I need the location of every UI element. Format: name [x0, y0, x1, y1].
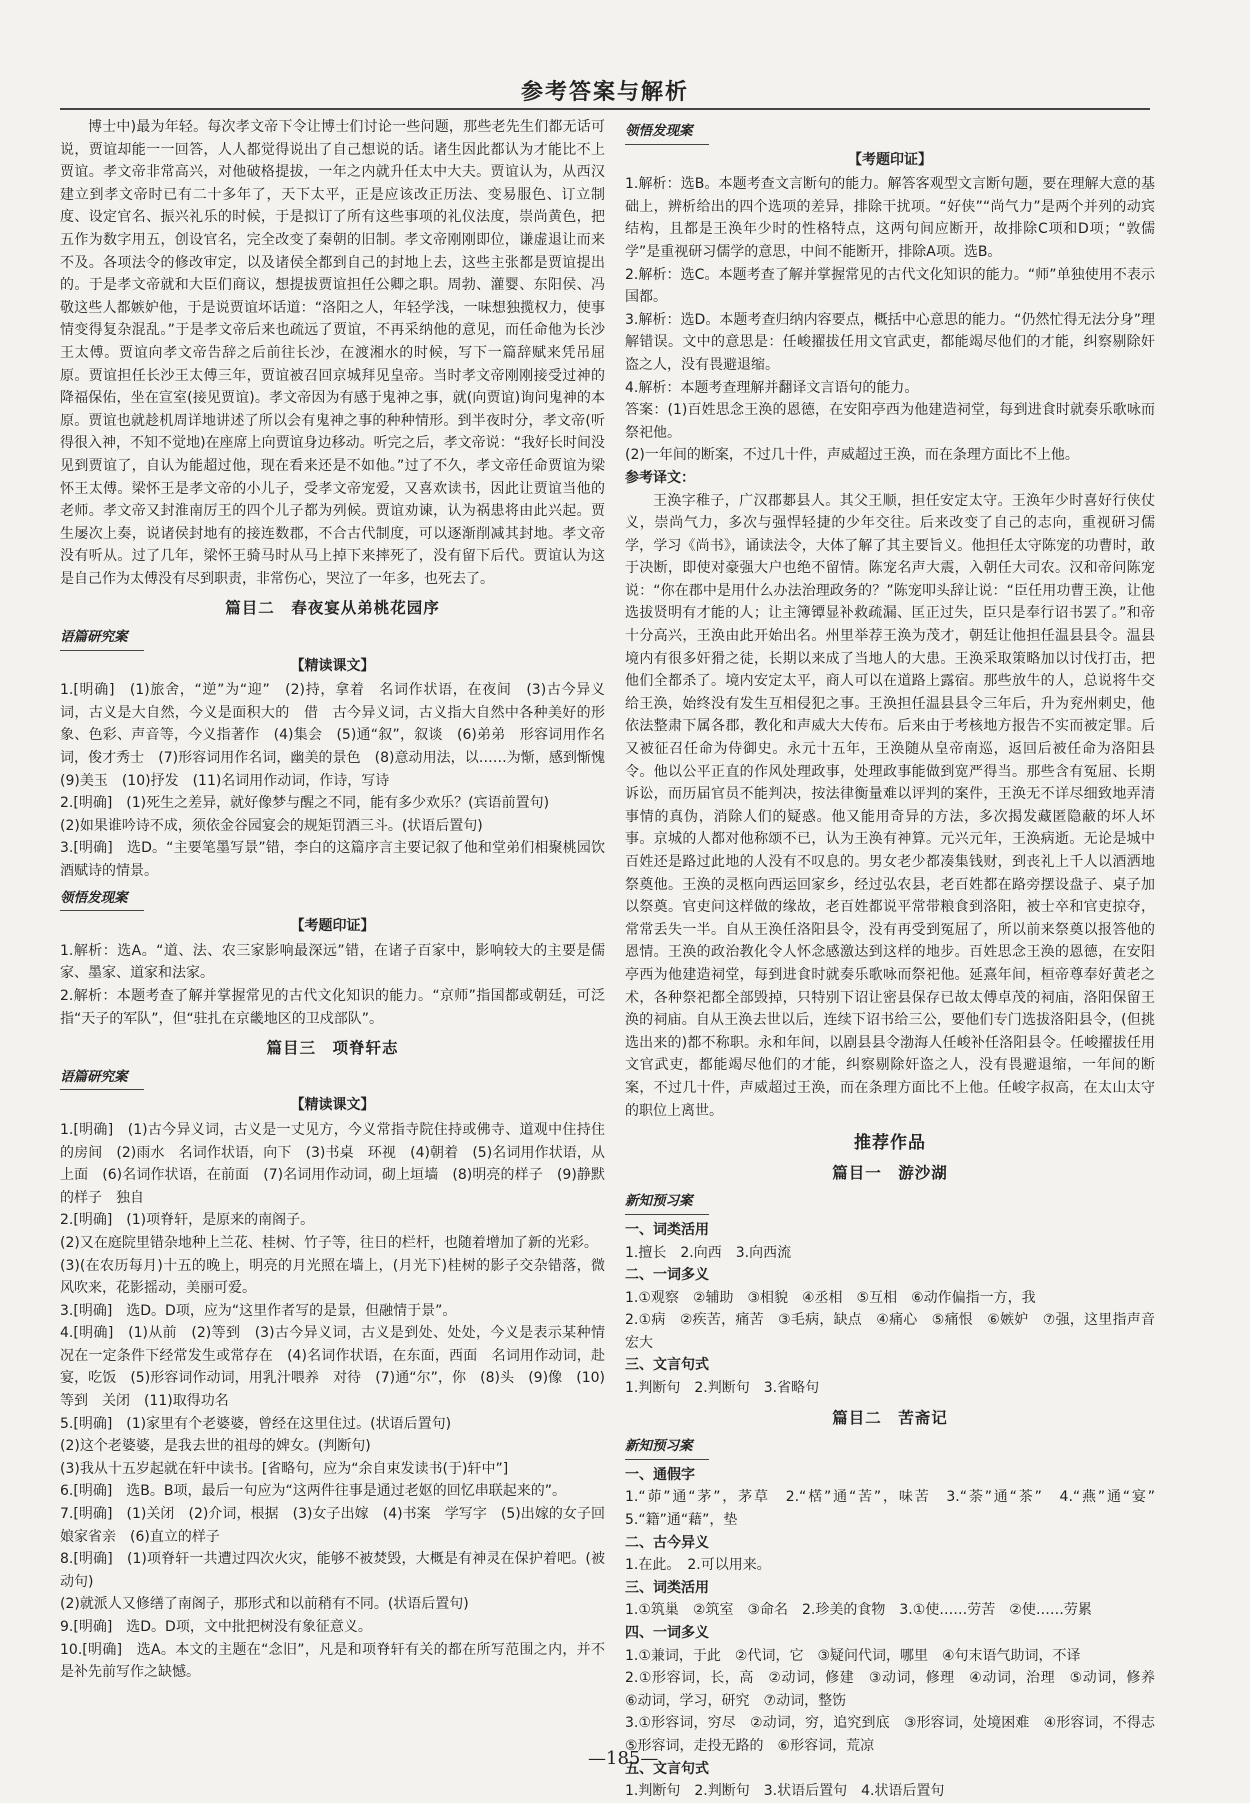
left-column [60, 116, 619, 1684]
right-column [625, 116, 1169, 1803]
answer-item: 1.解析：选A。“道、法、农三家影响最深远”错，在诸子百家中，影响较大的主要是儒家、墨家、道家和法家。 [60, 942, 605, 982]
sub-exam: 【考题印证】 [848, 151, 932, 168]
answer-item: 5.[明确] (1)家里有个老婆婆，曾经在这里住过。(状语后置句) [60, 1415, 452, 1432]
answer-line: 1.①筑巢 ②筑室 ③命名 2.珍美的食物 3.①使……劳苦 ②使……劳累 [625, 1602, 1092, 1619]
page-header-title: 参考答案与解析 [520, 79, 689, 105]
recommended-works-title: 推荐作品 [854, 1133, 926, 1154]
work2-title: 篇目二 苦斋记 [832, 1408, 948, 1427]
sub-s2-exam: 【考题印证】 [290, 918, 375, 935]
section-heading: 一、通假字 [625, 1466, 695, 1483]
reference-translation-label: 参考译文： [625, 469, 695, 486]
section-heading: 三、文言句式 [625, 1357, 709, 1374]
page-number: —185— [588, 1748, 659, 1769]
tag-s3-study: 语篇研究案 [60, 1066, 144, 1091]
answer-item: 4.[明确] (1)从前 (2)等到 (3)古今异义词，古义是到处、处处，今义是表示某种情况在一定条件下经常发生或常存在 (4)名词作状语，在东面，西面 名词用作动词，赴宴，吃饭 (5)形容词作动词，用乳汁喂养 对待 (7)通“尔”，你 (8)头 (9)像 (10)等到 关闭 (11)取得功名 [60, 1325, 605, 1410]
answer-item: 3.解析：选D。本题考查归纳内容要点，概括中心意思的能力。“仍然忙得无法分身”理解错误。文中的意思是：任峻擢拔任用文官武吏，都能竭尽他们的才能，纠察剔除奸盗之人，没有畏避退缩。 [625, 311, 1155, 373]
answer-item: 2.解析：本题考查了解并掌握常见的古代文化知识的能力。“京师”指国都或朝廷，可泛指“天子的军队”，但“驻扎在京畿地区的卫戍部队”。 [60, 987, 605, 1027]
answer-line: 2.①形容词，长，高 ②动词，修建 ③动词，修理 ④动词，治理 ⑤动词，修养 ⑥动词，学习，研究 ⑦动词，整饬 [625, 1670, 1169, 1709]
tag-s2-study: 语篇研究案 [60, 626, 144, 651]
section-title-s2: 篇目二 春夜宴从弟桃花园序 [225, 599, 440, 618]
section-heading: 三、词类活用 [625, 1579, 709, 1596]
answer-line: 2.①病 ②疾苦，痛苦 ③毛病，缺点 ④痛心 ⑤痛恨 ⑥嫉妒 ⑦强，这里指声音宏大 [625, 1312, 1155, 1351]
answer-item: 6.[明确] 选B。B项，最后一句应为“这两件往事是通过老妪的回忆串联起来的”。 [60, 1483, 566, 1500]
answer-item: (3)(在农历每月)十五的晚上，明亮的月光照在墙上，(月光下)桂树的影子交杂错落，微风吹来，花影摇动，美丽可爱。 [60, 1257, 605, 1297]
answer-item: 2.[明确] (1)死生之差异，就好像梦与醒之不同，能有多少欢乐？(宾语前置句) [60, 795, 550, 812]
answer-item: (2)如果谁吟诗不成，须依金谷园宴会的规矩罚酒三斗。(状语后置句) [60, 817, 483, 834]
section-heading: 二、古今异义 [625, 1534, 709, 1551]
section-heading: 一、词类活用 [625, 1221, 709, 1238]
answer-item: 答案：(1)百姓思念王涣的恩德，在安阳亭西为他建造祠堂，每到进食时就奏乐歌咏而祭祀他。 [625, 402, 1155, 441]
tag-insight: 领悟发现案 [625, 120, 709, 145]
tag-s2-insight: 领悟发现案 [60, 887, 144, 912]
answer-item: 2.[明确] (1)项脊轩，是原来的南阁子。 [60, 1212, 315, 1229]
answer-item: 8.[明确] (1)项脊轩一共遭过四次火灾，能够不被焚毁，大概是有神灵在保护着吧。(被动句) [60, 1551, 605, 1590]
answer-item: 4.解析：本题考查理解并翻译文言语句的能力。 [625, 379, 919, 396]
answer-line: 3.①形容词，穷尽 ②动词，穷，追究到底 ③形容词，处境困难 ④形容词，不得志 ⑤形容词，走投无路的 ⑥形容词，荒凉 [625, 1715, 1169, 1754]
answer-line: 1.判断句 2.判断句 3.状语后置句 4.状语后置句 [625, 1783, 945, 1800]
answer-line: 1.①兼词，于此 ②代词，它 ③疑问代词，哪里 ④句末语气助词，不译 [625, 1647, 1081, 1664]
work1-title: 篇目一 游沙湖 [832, 1163, 948, 1182]
answer-item: 9.[明确] 选D。D项，文中批把树没有象征意义。 [60, 1619, 372, 1635]
answer-item: 1.解析：选B。本题考查文言断句的能力。解答客观型文言断句题，要在理解大意的基础上，辨析给出的四个选项的差异，排除干扰项。“好侠”“尚气力”是两个并列的动宾结构，且都是王涣年少时的性格特点，这两句间应断开，故排除C项和D项；“敦儒学”是重视研习儒学的意思，中间不能断开，排除A项。选B。 [625, 176, 1155, 260]
work1-answers [625, 1219, 1155, 1400]
answer-item: (3)我从十五岁起就在轩中读书。[省略句，应为“余自束发读书(于)轩中”] [60, 1460, 509, 1477]
page-header [60, 72, 1150, 110]
answer-item: 10.[明确] 选A。本文的主题在“念旧”，凡是和项脊轩有关的都在所写范围之内，并不是补先前写作之缺憾。 [60, 1641, 605, 1681]
tag-w1-preview: 新知预习案 [625, 1190, 709, 1215]
answer-item: (2)就派人又修缮了南阁子，那形式和以前稍有不同。(状语后置句) [60, 1596, 469, 1613]
answer-item: 3.[明确] 选D。D项，应为“这里作者写的是景，但融情于景”。 [60, 1302, 457, 1319]
work2-answers [625, 1464, 1169, 1803]
answer-item: (2)又在庭院里错杂地种上兰花、桂树、竹子等，往日的栏杆，也随着增加了新的光彩。 [60, 1234, 598, 1251]
answer-item: 3.[明确] 选D。“主要笔墨写景”错，李白的这篇序言主要记叙了他和堂弟们相聚桃园饮酒赋诗的情景。 [60, 840, 605, 879]
answer-item: 1.[明确] (1)古今异义词，古义是一丈见方，今义常指寺院住持或佛寺、道观中住持住的房间 (2)雨水 名词作状语，向下 (3)书桌 环视 (4)朝着 (5)名词用作状语，从上面 (6)名词作状语，在前面 (7)名词用作动词，砌上垣墙 (8)明亮的样子 (9)静默的样子 独自 [60, 1121, 605, 1206]
answer-item: (2)这个老婆婆，是我去世的祖母的婢女。(判断句) [60, 1438, 371, 1455]
sub-s2-read: 【精读课文】 [290, 657, 375, 674]
answer-line: 1.判断句 2.判断句 3.省略句 [625, 1380, 820, 1397]
answer-line: 1.①观察 ②辅助 ③相貌 ④丞相 ⑤互相 ⑥动作偏指一方，我 [625, 1289, 1036, 1306]
tag-w2-preview: 新知预习案 [625, 1435, 709, 1460]
reference-translation: 王涣字稚子，广汉郡郪县人。其父王顺，担任安定太守。王涣年少时喜好行侠仗义，崇尚气力，多次与强悍轻捷的少年交往。后来改变了自己的志向，重视研习儒学，学习《尚书》，诵读法令，大体了解了其主要旨义。他担任太守陈宠的功曹时，敢于决断，即使对豪强大户也绝不留情。陈宠名声大震，入朝任大司农。汉和帝问陈宠说：“你在郡中是用什么办法治理政务的？”陈宠叩头辞让说：“臣任用功曹王涣，让他选拔贤明有才能的人；让主簿镡显补救疏漏、匡正过失，臣只是奉行诏书罢了。”和帝十分高兴，王涣由此开始出名。州里举荐王涣为茂才，朝廷让他担任温县县令。温县境内有很多奸猾之徒，长期以来成了当地人的大患。王涣采取策略加以讨伐打击，把他们全都杀了。境内安定太平，商人可以在道路上露宿。那些放牛的人，总说将牛交给王涣，始终没有发生互相侵犯之事。王涣担任温县县令三年后，升为兖州刺史，他依法整肃下属各郡，教化和声威大大传布。后来由于考核地方报告不实而被定罪。后又被征召任命为侍御史。永元十五年，王涣随从皇帝南巡，返回后被任命为洛阳县令。他以公平正直的作风处理政事，处理政事能做到宽严得当。那些含有冤屈、长期诉讼，而历届官员不能判决，按法律衡量难以评判的案件，王涣无不详尽细致地弄清事情的真伪，消除人们的疑惑。他又能用奇异的方法，多次揭发藏匿隐蔽的坏人坏事。京城的人都对他称颂不已，认为王涣有神算。元兴元年，王涣病逝。无论是城中百姓还是路过此地的人没有不叹息的。男女老少都凑集钱财，到丧礼上千人以酒洒地祭奠他。王涣的灵柩向西运回家乡，经过弘农县，老百姓都在路旁摆设盘子、桌子加以祭奠。官吏问这样做的缘故，老百姓都说平常带粮食到洛阳，被士卒和官吏掠夺，常常丢失一半。自从王涣任洛阳县令，没有再受到冤屈了，所以前来祭奠以报答他的恩情。王涣的政治教化令人怀念感激达到这样的地步。百姓思念王涣的恩德，在安阳亭西为他建造祠堂，每到进食时就奏乐歌咏而祭祀他。延熹年间，桓帝尊奉好黄老之术，各种祭祀都全部毁掉，只特别下诏让密县保存已故太傅卓茂的祠庙，洛阳保留王涣的祠庙。自从王涣去世以后，连续下诏书给三公，要他们专门选拔洛阳县令，(但挑选出来的)都不称职。永和年间，以剧县县令渤海人任峻补任洛阳县令。任峻擢拔任用文官武吏，都能竭尽他们的才能，纠察剔除奸盗之人，没有畏避退缩，一年间的断案，不过几十件，声威超过王涣，而在条理方面比不上他。任峻字叔高，在太山太守的职位上离世。 [625, 492, 1155, 1119]
answer-item: (2)一年间的断案，不过几十件，声威超过王涣，而在条理方面比不上他。 [625, 447, 1079, 464]
translation-continued: 博士中)最为年轻。每次孝文帝下令让博士们讨论一些问题，那些老先生们都无话可说，贾谊却能一一回答，人人都觉得说出了自己想说的话。诸生因此都认为才能比不上贾谊。孝文帝非常高兴，对他破格提拔，一年之内就升任太中大夫。贾谊认为，从西汉建立到孝文帝时已有二十多年了，天下太平，正是应该改正历法、变易服色、订立制度、设定官名、振兴礼乐的时候，于是拟订了所有这些事项的礼仪法度，崇尚黄色，把五作为数字用五，创设官名，完全改变了秦朝的旧制。孝文帝刚刚即位，谦虚退让而来不及。各项法令的修改审定，以及诸侯全都到自己的封地上去，这些主张都是贾谊提出的。于是孝文帝就和大臣们商议，想提拔贾谊担任公卿之职。周勃、灌婴、东阳侯、冯敬这些人都嫉妒他，于是说贾谊坏话道：“洛阳之人，年轻学浅，一味想独揽权力，使事情变得复杂混乱。”于是孝文帝后来也疏远了贾谊，不再采纳他的意见，而任命他为长沙王太傅。贾谊向孝文帝告辞之后前往长沙，在渡湘水的时候，写下一篇辞赋来凭吊屈原。贾谊担任长沙王太傅三年，贾谊被召回京城拜见皇帝。当时孝文帝刚刚接受过神的降福保佑，坐在宣室(接见贾谊)。孝文帝因为有感于鬼神之事，就(向贾谊)询问鬼神的本原。贾谊也就趁机周详地讲述了所以会有鬼神之事的种种情形。到半夜时分，孝文帝(听得很入神，不知不觉地)在座席上向贾谊身边移动。听完之后，孝文帝说：“我好长时间没见到贾谊了，自认为能超过他，现在看来还是不如他。”过了不久，孝文帝任命贾谊为梁怀王太傅。梁怀王是孝文帝的小儿子，受孝文帝宠爱，又喜欢读书，因此让贾谊当他的老师。孝文帝又封淮南厉王的四个儿子都为列候。贾谊劝谏，认为祸患将由此兴起。贾生屡次上奏，说诸侯封地有的接连数郡，不合古代制度，可以逐渐削减其封地。孝文帝没有听从。过了几年，梁怀王骑马时从马上掉下来摔死了，没有留下后代。贾谊认为这是自己作为太傅没有尽到职责，非常伤心，哭泣了一年多，也死去了。 [60, 119, 605, 587]
answer-line: 1.擅长 2.向西 3.向西流 [625, 1244, 792, 1261]
answer-item: 2.解析：选C。本题考查了解并掌握常见的古代文化知识的能力。“师”单独使用不表示国都。 [625, 266, 1155, 306]
answer-item: 7.[明确] (1)关闭 (2)介词，根据 (3)女子出嫁 (4)书案 学写字 (5)出嫁的女子回娘家省亲 (6)直立的样子 [60, 1506, 605, 1545]
section-heading: 五、文言句式 [625, 1760, 709, 1777]
section-heading: 四、一词多义 [625, 1625, 709, 1641]
section-heading: 二、一词多义 [625, 1267, 709, 1284]
section-title-s3: 篇目三 项脊轩志 [266, 1039, 399, 1058]
sub-s3-read: 【精读课文】 [290, 1097, 375, 1114]
answer-line: 1.“茆”通“茅”，茅草 2.“楛”通“苦”，味苦 3.“荼”通“茶” 4.“燕”通“宴” 5.“籍”通“藉”，垫 [625, 1489, 1169, 1529]
answer-line: 1.在此。 2.可以用来。 [625, 1557, 771, 1574]
answer-item: 1.[明确] (1)旅舍，“逆”为“迎” (2)持，拿着 名词作状语，在夜间 (3)古今异义词，古义是大自然，今义是面积大的 借 古今异义词，古义指大自然中各种美好的形象、色彩、声音等，今义指著作 (4)集会 (5)通“叙”，叙谈 (6)弟弟 形容词用作名词，俊才秀士 (7)形容词用作名词，幽美的景色 (8)意动用法，以……为惭，感到惭愧 (9)美玉 (10)抒发 (11)名词用作动词，作诗，写诗 [60, 682, 619, 789]
